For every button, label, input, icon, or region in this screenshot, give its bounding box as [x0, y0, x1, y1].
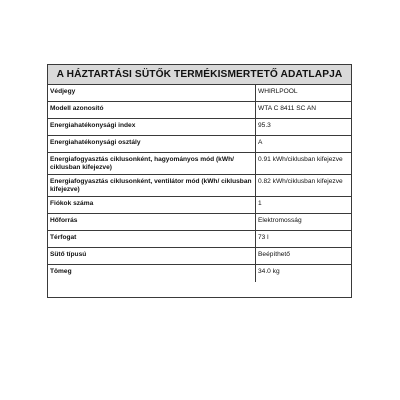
row-label-consumption-conventional: Energiafogyasztás ciklusonként, hagyományos mód (kWh/ ciklusban kifejezve) — [48, 153, 256, 174]
row-value-volume: 73 l — [258, 234, 269, 241]
row-value-model-id: WTA C 8411 SC AN — [258, 105, 317, 112]
table-row — [48, 197, 351, 214]
row-value-cavity-count: 1 — [258, 200, 262, 207]
row-value-energy-class: A — [258, 139, 263, 146]
table-row — [48, 248, 351, 265]
row-value-trademark: WHIRLPOOL — [258, 88, 298, 95]
row-value-heat-source: Elektromosság — [258, 217, 302, 224]
row-value-oven-type: Beépíthető — [258, 251, 290, 258]
row-label-volume: Térfogat — [48, 231, 256, 247]
row-value-consumption-conventional: 0.91 kWh/ciklusban kifejezve — [258, 156, 343, 163]
table-row — [48, 231, 351, 248]
row-label-cavity-count: Fiókok száma — [48, 197, 256, 213]
table-row — [48, 119, 351, 136]
row-value-weight: 34.0 kg — [258, 268, 280, 275]
row-value-consumption-fan: 0.82 kWh/ciklusban kifejezve — [258, 178, 343, 185]
table-title: A HÁZTARTÁSI SÜTŐK TERMÉKISMERTETŐ ADATLAPJA — [48, 65, 351, 85]
row-value-energy-index: 95.3 — [258, 122, 271, 129]
table-body — [48, 85, 351, 282]
row-label-model-id: Modell azonosító — [48, 102, 256, 118]
table-row — [48, 153, 351, 175]
row-label-trademark: Védjegy — [48, 85, 256, 101]
table-row — [48, 136, 351, 153]
table-row — [48, 102, 351, 119]
row-label-energy-index: Energiahatékonysági index — [48, 119, 256, 135]
table-row — [48, 85, 351, 102]
row-label-consumption-fan: Energiafogyasztás ciklusonként, ventilátor mód (kWh/ ciklusban kifejezve) — [48, 175, 256, 196]
table-row — [48, 265, 351, 282]
row-label-energy-class: Energiahatékonysági osztály — [48, 136, 256, 152]
table-row — [48, 175, 351, 197]
table-row — [48, 214, 351, 231]
row-label-oven-type: Sütő típusú — [48, 248, 256, 264]
product-fiche-table — [47, 64, 352, 298]
row-label-weight: Tömeg — [48, 265, 256, 282]
row-label-heat-source: Hőforrás — [48, 214, 256, 230]
